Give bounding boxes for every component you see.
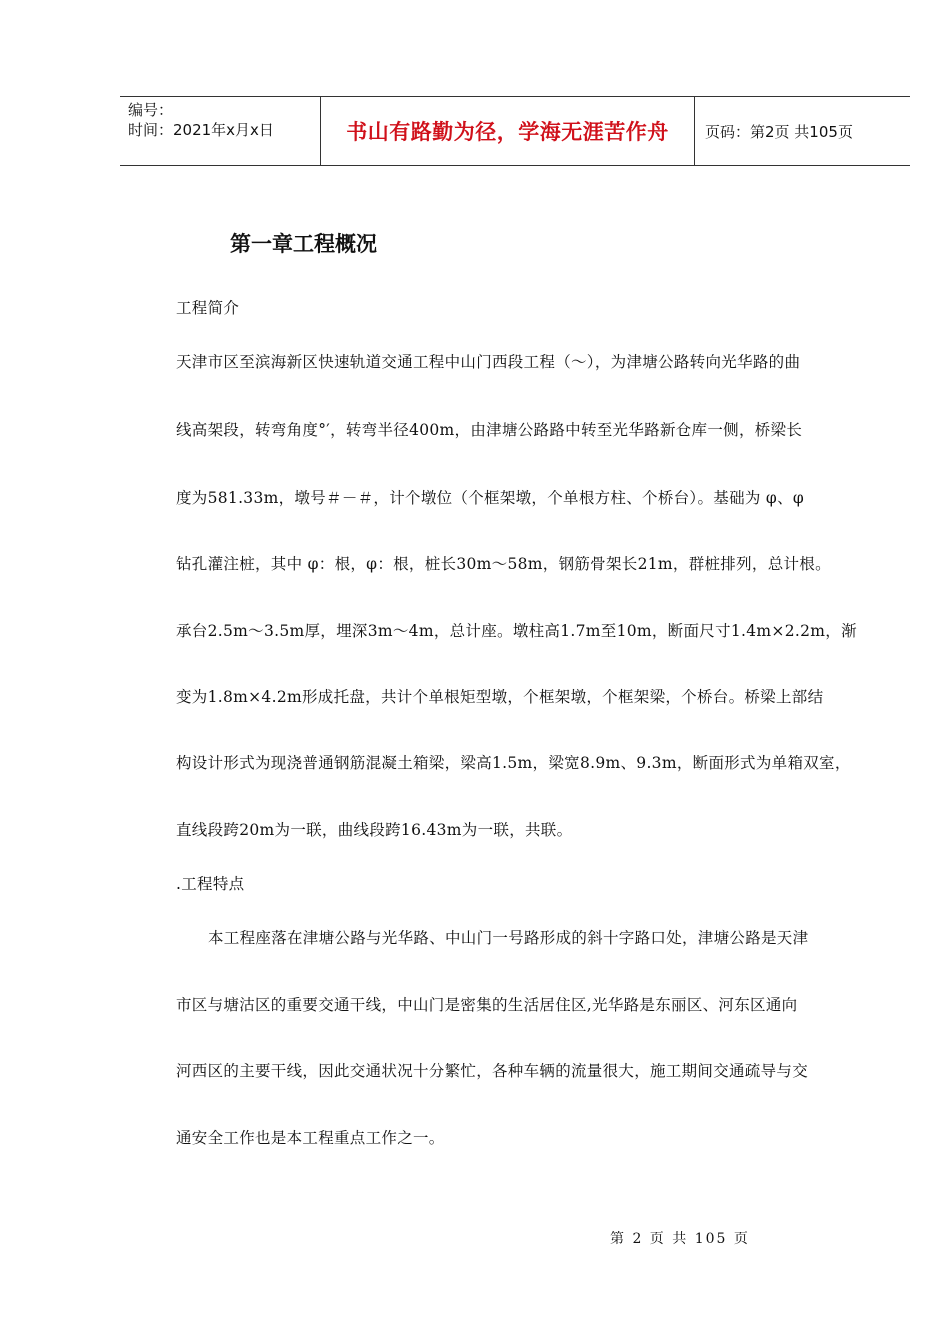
chapter-title: 第一章工程概况	[230, 232, 377, 256]
paragraph2-line: 市区与塘沽区的重要交通干线，中山门是密集的生活居住区,光华路是东丽区、河东区通向	[176, 996, 798, 1014]
paragraph1-line: 线高架段，转弯角度°′，转弯半径400m，由津塘公路路中转至光华路新仓库一侧，桥梁长	[176, 421, 803, 439]
header-meta-cell	[120, 97, 321, 165]
header-table	[120, 96, 910, 166]
section-title-features: .工程特点	[176, 875, 245, 893]
page-footer: 第 2 页 共 105 页	[610, 1231, 750, 1247]
motto-text: 书山有路勤为径，学海无涯苦作舟	[346, 120, 669, 144]
time-label: 时间：2021年x月x日	[128, 121, 274, 139]
paragraph2-line: 本工程座落在津塘公路与光华路、中山门一号路形成的斜十字路口处，津塘公路是天津	[208, 929, 809, 947]
page-code: 页码：第2页 共105页	[705, 122, 853, 141]
paragraph1-line: 天津市区至滨海新区快速轨道交通工程中山门西段工程（～），为津塘公路转向光华路的曲	[176, 353, 801, 371]
paragraph1-line: 钻孔灌注桩，其中 φ：根，φ：根，桩长30m～58m，钢筋骨架长21m，群桩排列，总计根。	[176, 555, 831, 573]
paragraph1-line: 变为1.8m×4.2m形成托盘，共计个单根矩型墩，个框架墩，个框架梁，个桥台。桥梁上部结	[176, 688, 824, 706]
page-code-cell	[695, 97, 910, 165]
paragraph2-line: 通安全工作也是本工程重点工作之一。	[176, 1129, 445, 1147]
paragraph1-line: 度为581.33m，墩号＃－＃，计个墩位（个框架墩，个单根方柱、个桥台）。基础为 φ、φ	[176, 489, 805, 507]
motto-cell	[321, 97, 695, 165]
section-title-overview: 工程简介	[176, 299, 240, 317]
paragraph2-line: 河西区的主要干线，因此交通状况十分繁忙，各种车辆的流量很大，施工期间交通疏导与交	[176, 1062, 809, 1080]
paragraph1-line: 直线段跨20m为一联，曲线段跨16.43m为一联，共联。	[176, 821, 573, 839]
paragraph1-line: 承台2.5m～3.5m厚，埋深3m～4m，总计座。墩柱高1.7m至10m，断面尺寸1.4m×2.2m，渐	[176, 622, 857, 640]
paragraph1-line: 构设计形式为现浇普通钢筋混凝土箱梁，梁高1.5m，梁宽8.9m、9.3m，断面形式为单箱双室，	[176, 754, 851, 772]
number-label: 编号：	[128, 101, 174, 119]
